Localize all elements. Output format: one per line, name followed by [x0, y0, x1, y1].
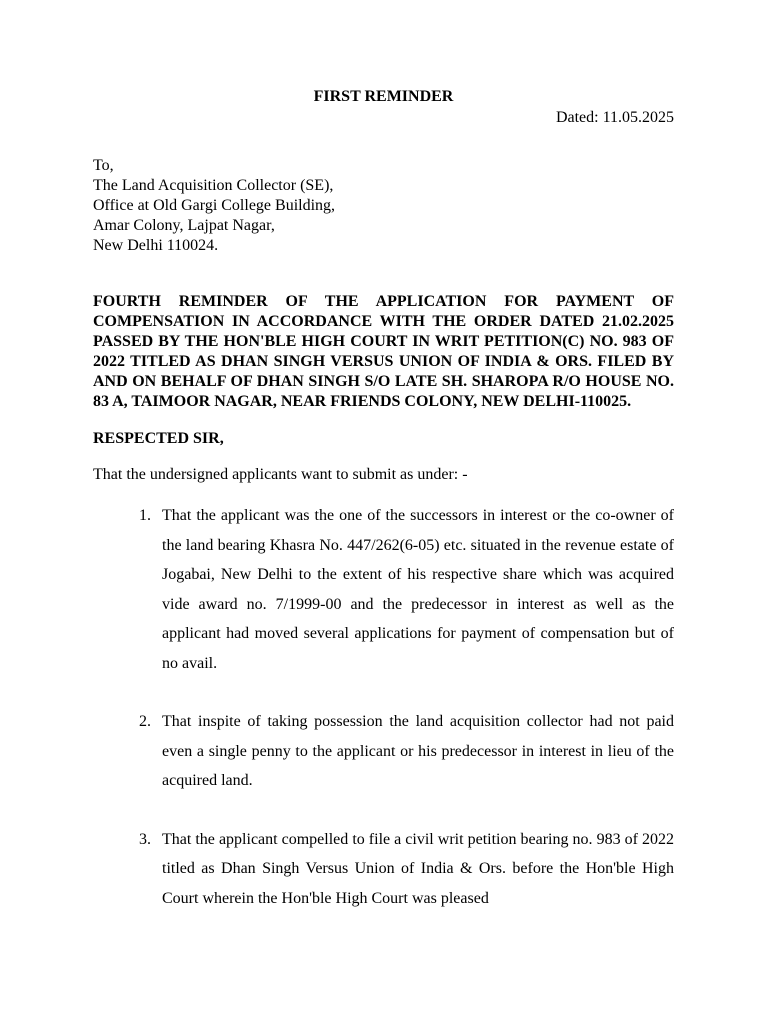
letter-heading: FIRST REMINDER	[313, 88, 454, 105]
address-line: Office at Old Gargi College Building,	[93, 197, 336, 214]
address-line: To,	[93, 157, 114, 174]
numbered-points	[93, 501, 674, 913]
recipient-address	[93, 156, 674, 256]
point-item	[93, 825, 674, 914]
point-item	[93, 501, 674, 678]
point-number: 2.	[139, 713, 151, 730]
point-number: 1.	[139, 507, 151, 524]
point-item	[93, 707, 674, 796]
point-text: That inspite of taking possession the land acquisition collector had not paid even a single penny to the applicant or his predecessor in interest in lieu of the acquired land.	[162, 713, 674, 789]
letter-page	[93, 86, 674, 913]
point-text: That the applicant was the one of the successors in interest or the co-owner of the land bearing Khasra No. 447/262(6-05) etc. situated in the revenue estate of Jogabai, New Delhi to the extent of his respective share which was acquired vide award no. 7/1999-00 and the predecessor in interest as well as the applicant had moved several applications for payment of compensation but of no avail.	[162, 507, 674, 672]
salutation: RESPECTED SIR,	[93, 430, 224, 447]
address-line: New Delhi 110024.	[93, 237, 219, 254]
point-number: 3.	[139, 830, 151, 848]
address-line: The Land Acquisition Collector (SE),	[93, 177, 334, 194]
intro-paragraph: That the undersigned applicants want to submit as under: -	[93, 466, 468, 483]
letter-date: Dated: 11.05.2025	[555, 109, 674, 126]
point-text: That the applicant compelled to file a civil writ petition bearing no. 983 of 2022 titled as Dhan Singh Versus Union of India & Ors. before the Hon'ble High Court wherein the Hon'ble High Court was pleased	[162, 830, 674, 907]
subject-line: FOURTH REMINDER OF THE APPLICATION FOR PAYMENT OF COMPENSATION IN ACCORDANCE WITH THE ORDER DATED 21.02.2025 PASSED BY THE HON'BLE HIGH COURT IN WRIT PETITION(C) NO. 983 OF 2022 TITLED AS DHAN SINGH VERSUS UNION OF INDIA & ORS. FILED BY AND ON BEHALF OF DHAN SINGH S/O LATE SH. SHAROPA R/O HOUSE NO. 83 A, TAIMOOR NAGAR, NEAR FRIENDS COLONY, NEW DELHI-110025.	[93, 293, 674, 410]
address-line: Amar Colony, Lajpat Nagar,	[93, 217, 275, 234]
